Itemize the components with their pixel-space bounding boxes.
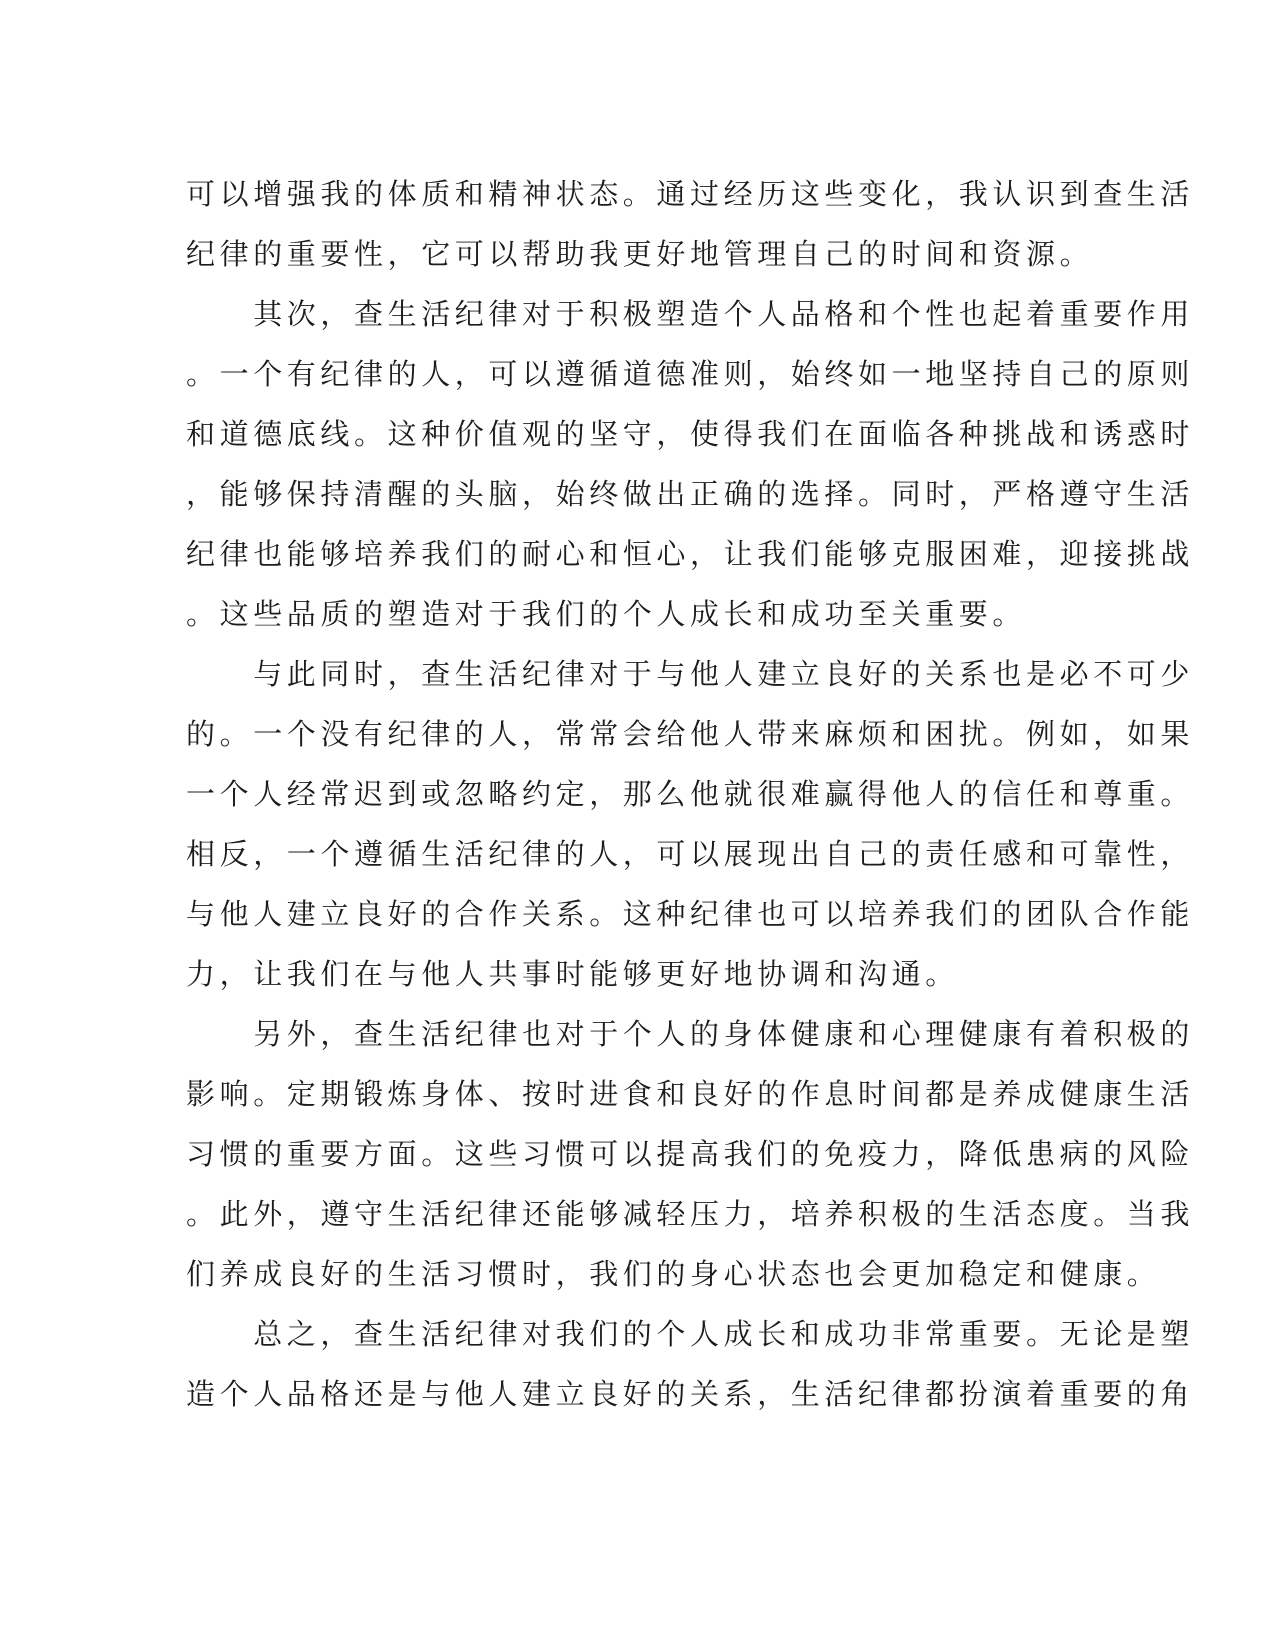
text-line: 的。一个没有纪律的人，常常会给他人带来麻烦和困扰。例如，如果 (186, 717, 1195, 751)
text-line: 可以增强我的体质和精神状态。通过经历这些变化，我认识到查生活 (186, 177, 1195, 211)
text-line: 纪律也能够培养我们的耐心和恒心，让我们能够克服困难，迎接挑战 (186, 537, 1195, 571)
text-line: 其次，查生活纪律对于积极塑造个人品格和个性也起着重要作用 (186, 297, 1195, 331)
text-line: 与此同时，查生活纪律对于与他人建立良好的关系也是必不可少 (186, 657, 1195, 691)
body-text (186, 164, 1195, 1424)
text-line: 习惯的重要方面。这些习惯可以提高我们的免疫力，降低患病的风险 (186, 1137, 1195, 1171)
text-line: 力，让我们在与他人共事时能够更好地协调和沟通。 (186, 957, 959, 991)
text-line: 和道德底线。这种价值观的坚守，使得我们在面临各种挑战和诱惑时 (186, 417, 1195, 451)
text-line: 一个人经常迟到或忽略约定，那么他就很难赢得他人的信任和尊重。 (186, 777, 1195, 811)
text-line: 造个人品格还是与他人建立良好的关系，生活纪律都扮演着重要的角 (186, 1377, 1195, 1411)
text-line: 与他人建立良好的合作关系。这种纪律也可以培养我们的团队合作能 (186, 897, 1195, 931)
text-line: 纪律的重要性，它可以帮助我更好地管理自己的时间和资源。 (186, 237, 1094, 271)
text-line: 另外，查生活纪律也对于个人的身体健康和心理健康有着积极的 (186, 1017, 1195, 1051)
text-line: 们养成良好的生活习惯时，我们的身心状态也会更加稳定和健康。 (186, 1257, 1161, 1291)
text-line: 。此外，遵守生活纪律还能够减轻压力，培养积极的生活态度。当我 (186, 1197, 1195, 1231)
text-line: ，能够保持清醒的头脑，始终做出正确的选择。同时，严格遵守生活 (186, 477, 1195, 511)
text-line: 总之，查生活纪律对我们的个人成长和成功非常重要。无论是塑 (186, 1317, 1195, 1351)
text-line: 。一个有纪律的人，可以遵循道德准则，始终如一地坚持自己的原则 (186, 357, 1195, 391)
text-line: 相反，一个遵循生活纪律的人，可以展现出自己的责任感和可靠性， (186, 837, 1195, 871)
text-line: 影响。定期锻炼身体、按时进食和良好的作息时间都是养成健康生活 (186, 1077, 1195, 1111)
text-line: 。这些品质的塑造对于我们的个人成长和成功至关重要。 (186, 597, 1027, 631)
